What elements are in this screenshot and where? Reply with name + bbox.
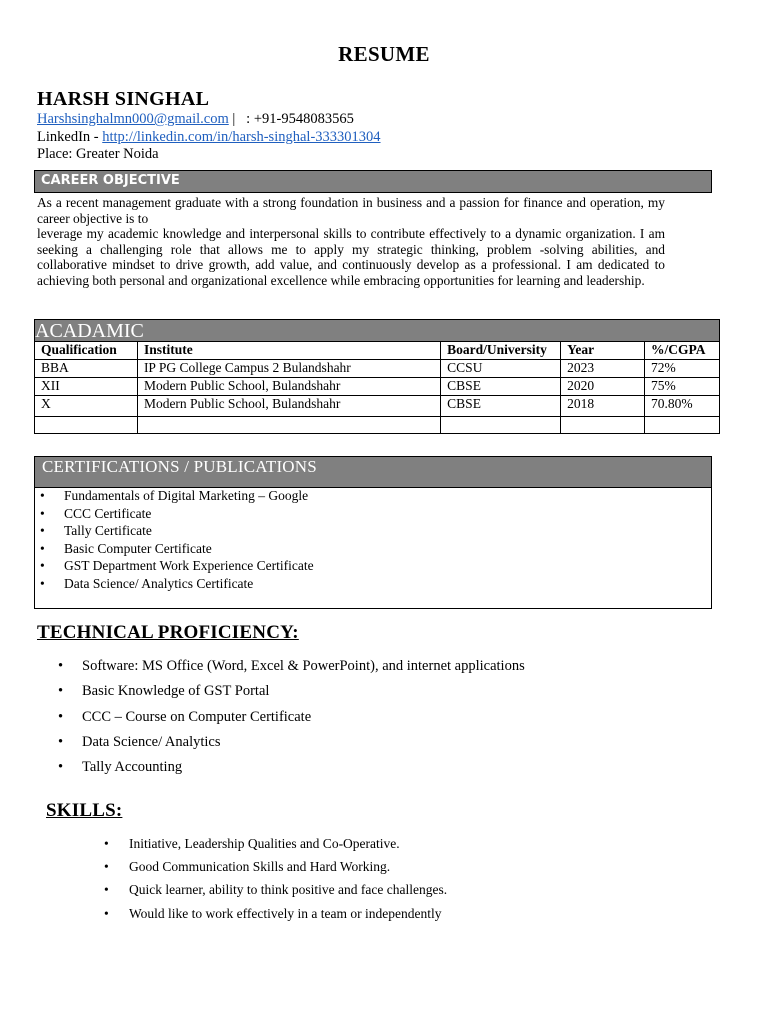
certifications-list [34,487,314,593]
list-item [34,540,314,558]
table-cell: CBSE [441,396,561,417]
certification-text: Tally Certificate [64,523,152,539]
list-item [34,505,314,523]
bullet-icon: • [58,708,64,725]
table-cell [137,417,440,434]
bullet-icon: • [104,836,109,851]
bullet-icon: • [104,859,109,875]
skill-text: Initiative, Leadership Qualities and Co-Operative. [129,836,400,851]
career-paragraph-2: leverage my academic knowledge and interpersonal skills to contribute effectively to a dynamic organization. I am seeking a challenging role that allows me to apply my strategic thinking, problem -solving abilities, and collaborative mindset to drive growth, add value, and continuously develop as a professional. I am dedicated to achieving both personal and organizational excellence while embracing opportunities for learning and leadership. [37,226,665,288]
bullet-icon: • [58,683,64,700]
list-item [34,575,314,593]
list-item [34,487,314,505]
table-row-empty [35,417,720,434]
academic-table [34,341,720,434]
skill-text: Good Communication Skills and Hard Working. [129,859,391,875]
bullet-icon: • [58,733,64,750]
column-header: Year [561,342,645,360]
column-header: %/CGPA [644,342,719,360]
skill-text: Would like to work effectively in a team or independently [129,905,442,921]
contact-line [37,111,354,128]
list-item [58,705,525,730]
list-item [104,878,447,901]
table-row [35,396,720,417]
list-item [58,755,525,780]
table-cell: 2018 [561,396,645,417]
list-item [104,832,447,855]
technical-proficiency-heading: TECHNICAL PROFICIENCY: [37,622,299,643]
table-cell: IP PG College Campus 2 Bulandshahr [137,360,440,378]
table-cell: 2023 [561,360,645,378]
certification-text: CCC Certificate [64,505,152,521]
certification-text: Basic Computer Certificate [64,540,212,556]
bullet-icon: • [40,558,45,574]
phone-number: : +91-9548083565 [246,111,354,127]
skills-list [104,832,447,925]
bullet-icon: • [40,523,45,539]
skill-text: Quick learner, ability to think positive and face challenges. [129,882,448,898]
table-row [35,378,720,396]
technical-list [58,654,525,780]
table-cell: 2020 [561,378,645,396]
table-cell: XII [35,378,138,396]
bullet-icon: • [104,882,109,898]
table-cell: CBSE [441,378,561,396]
linkedin-link[interactable]: http://linkedin.com/in/harsh-singhal-333301304 [102,129,381,145]
bullet-icon: • [40,505,45,521]
column-header: Institute [137,342,440,360]
table-header-row [35,342,720,360]
technical-text: Basic Knowledge of GST Portal [82,683,270,700]
list-item [34,557,314,575]
table-cell: BBA [35,360,138,378]
table-cell: Modern Public School, Bulandshahr [137,378,440,396]
table-cell: CCSU [441,360,561,378]
table-cell: Modern Public School, Bulandshahr [137,396,440,417]
skills-heading: SKILLS: [46,800,123,821]
bullet-icon: • [40,488,45,503]
career-objective-text [37,195,665,289]
column-header: Qualification [35,342,138,360]
bullet-icon: • [104,905,109,921]
career-objective-heading: CAREER OBJECTIVE [34,170,712,193]
column-header: Board/University [441,342,561,360]
table-cell: 75% [644,378,719,396]
academic-heading: ACADAMIC [34,319,720,342]
table-row [35,360,720,378]
certification-text: Fundamentals of Digital Marketing – Google [64,488,309,503]
table-cell [35,417,138,434]
technical-text: Data Science/ Analytics [82,733,221,750]
career-paragraph-1: As a recent management graduate with a strong foundation in business and a passion for finance and operation, my career objective is to [37,195,665,226]
list-item [58,679,525,704]
email-link[interactable]: Harshsinghalmn000@gmail.com [37,111,229,127]
certification-text: GST Department Work Experience Certificate [64,558,314,574]
software-label: Software: [82,658,139,674]
table-cell [441,417,561,434]
table-cell [644,417,719,434]
candidate-name: HARSH SINGHAL [37,88,210,110]
resume-title: RESUME [338,42,430,66]
list-item [34,522,314,540]
list-item [58,730,525,755]
contact-separator: | [228,111,236,127]
table-cell: 72% [644,360,719,378]
table-cell: X [35,396,138,417]
bullet-icon: • [40,575,45,591]
technical-text: Tally Accounting [82,759,183,776]
list-item [58,654,525,679]
bullet-icon: • [58,658,64,674]
list-item [104,902,447,925]
list-item [104,855,447,878]
table-cell [561,417,645,434]
software-value: MS Office (Word, Excel & PowerPoint), and internet applications [138,658,525,674]
technical-text: CCC – Course on Computer Certificate [82,708,312,725]
bullet-icon: • [58,759,64,776]
linkedin-label: LinkedIn - [37,129,103,145]
certification-text: Data Science/ Analytics Certificate [64,575,254,591]
linkedin-line [37,129,381,146]
table-cell: 70.80% [644,396,719,417]
bullet-icon: • [40,540,45,556]
certifications-heading: CERTIFICATIONS / PUBLICATIONS [34,456,712,488]
place: Place: Greater Noida [37,146,159,162]
